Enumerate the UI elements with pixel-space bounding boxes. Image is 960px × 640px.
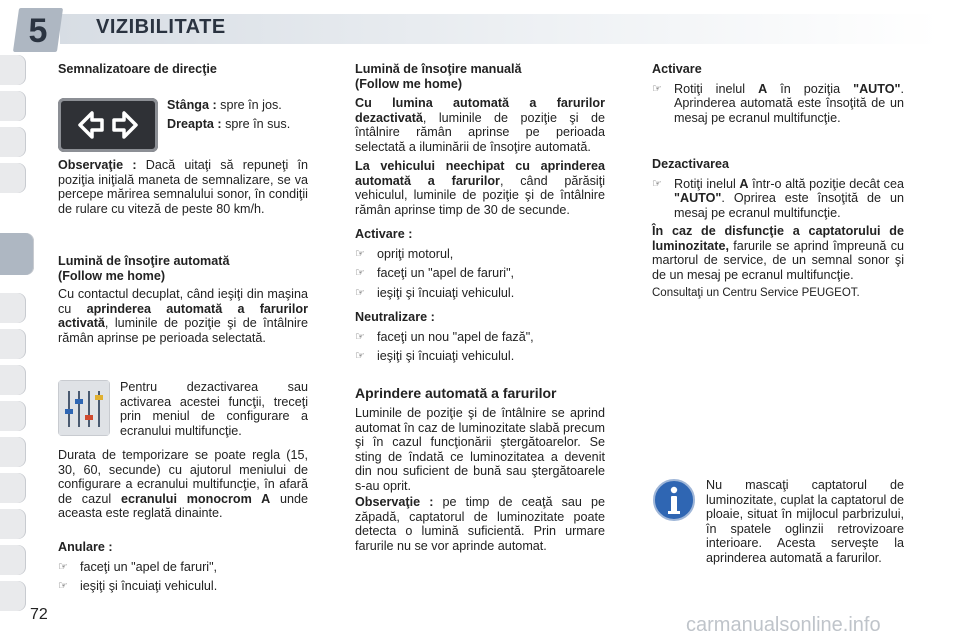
aprindere-text: Luminile de poziţie şi de întâlnire se aprind automat în caz de luminozitate slabă precum şi în cazul funcţionării ştergătoarelor. Se sting de îndată ce luminozitatea a devenit din nou suficient de bună sau ştergătoarele s-au oprit. [355, 406, 605, 493]
hand-pointer-icon: ☞ [355, 330, 365, 343]
chapter-tab[interactable] [0, 581, 26, 611]
list-item: ☞ ieşiţi şi încuiaţi vehiculul. [355, 285, 515, 300]
chapter-tab[interactable] [0, 401, 26, 431]
chapter-tab[interactable] [0, 91, 26, 121]
aprindere-heading: Aprindere automată a farurilor [355, 384, 557, 401]
page-number: 72 [30, 606, 48, 623]
page-title: VIZIBILITATE [96, 16, 226, 38]
dreapta-line: Dreapta : spre în sus. [167, 116, 291, 131]
durata-paragraph: Durata de temporizare se poate regla (15, 30, 60, secunde) cu ajutorul meniului de configurare a ecranului multifuncţie, în afară de cazul ecranului monocrom A unde aceasta este reglată dinainte. [58, 448, 309, 520]
anulare-section [58, 540, 308, 594]
chapter-tab[interactable] [0, 329, 26, 359]
anulare-heading: Anulare : [58, 540, 113, 554]
list-item: ☞ faceţi un "apel de faruri", [58, 559, 218, 574]
list-item: ☞ Rotiţi inelul A într-o altă poziţie decât cea "AUTO". Oprirea este însoţită de un mesaj pe ecranul multifuncţie. [652, 176, 904, 220]
hand-pointer-icon: ☞ [355, 350, 365, 362]
chapter-tab[interactable] [0, 163, 26, 193]
column-2 [355, 62, 605, 553]
list-item: ☞ faceţi un nou "apel de fază", [355, 329, 534, 344]
activare-heading: Activare : [355, 227, 413, 241]
observatie-2: Observaţie : pe timp de ceaţă sau pe zăpadă, captatorul de luminozitate poate detecta o lumină suficientă. Prin urmare farurile nu se vor aprinde automat. [355, 495, 605, 553]
manual-follow-subheading: (Follow me home) [355, 76, 463, 91]
manual-follow-heading: Lumină de însoţire manuală [355, 62, 522, 76]
list-item: ☞ opriţi motorul, [355, 246, 454, 261]
disfunctie-text: În caz de disfuncţie a captatorului de luminozitate, farurile se aprind împreună cu martorul de service, de un semnal sonor şi de un mesaj pe ecranul multifuncţie. [652, 224, 904, 282]
info-note [706, 478, 904, 565]
chapter-tab-active[interactable] [0, 233, 34, 275]
info-text: Nu mascaţi captatorul de luminozitate, cuplat la captatorul de ploaie, situat în mijlocul parbrizului, în spatele oglinzii retrovizoare interioare. Acesta serveşte la aprinderea automată a farurilor. [706, 478, 904, 565]
list-item: ☞ ieşiţi şi încuiaţi vehiculul. [355, 349, 515, 363]
chapter-number: 5 [28, 12, 48, 50]
neutralizare-heading: Neutralizare : [355, 310, 435, 324]
hand-pointer-icon: ☞ [58, 580, 68, 592]
chapter-tab[interactable] [0, 293, 26, 323]
info-icon [652, 478, 696, 522]
list-item: ☞ ieşiţi şi încuiaţi vehiculul. [58, 579, 218, 593]
hand-pointer-icon: ☞ [652, 82, 662, 95]
chapter-tab[interactable] [0, 473, 26, 503]
watermark: carmanualsonline.info [686, 614, 881, 636]
auto-follow-subheading: (Follow me home) [58, 268, 166, 283]
hand-pointer-icon: ☞ [355, 286, 365, 299]
list-item: ☞ faceţi un "apel de faruri", [355, 266, 515, 280]
chapter-tab[interactable] [0, 127, 26, 157]
list-item: ☞ Rotiţi inelul A în poziţia "AUTO". Aprinderea automată este însoţită de un mesaj pe ecranul multifuncţie. [652, 81, 904, 125]
activare-auto-heading: Activare [652, 62, 702, 76]
turn-signal-arrows-icon [58, 98, 158, 152]
chapter-tab[interactable] [0, 55, 26, 85]
dezactivarea-heading: Dezactivarea [652, 157, 730, 171]
chapter-tab[interactable] [0, 509, 26, 539]
auto-follow-section [58, 254, 308, 345]
semnalizatoare-heading: Semnalizatoare de direcţie [58, 62, 217, 76]
settings-sliders-icon [58, 380, 110, 436]
hand-pointer-icon: ☞ [652, 177, 662, 190]
neechipat-text: La vehicului neechipat cu aprinderea automată a farurilor, când părăsiţi vehiculul, luminile de poziţie şi de întâlnire rămân aprinse timp de 30 de secunde. [355, 159, 605, 217]
auto-follow-text: Cu contactul decuplat, când ieşiţi din maşina cu aprinderea automată a farurilor activată, luminile de poziţie şi de întâlnire rămân aprinse pe perioada selectată. [58, 287, 308, 345]
column-3 [652, 62, 904, 301]
manual-follow-text: Cu lumina automată a farurilor dezactivată, luminile de poziţie şi de întâlnire rămân aprinse pe perioada selectată a iluminării de însoţire automată. [355, 96, 605, 154]
hand-pointer-icon: ☞ [58, 560, 68, 573]
deactivate-note: Pentru dezactivarea sau activarea acestei funcţii, treceţi prin meniul de configurare a ecranului multifuncţie. [120, 380, 308, 438]
auto-follow-heading: Lumină de însoţire automată [58, 254, 230, 268]
column-1 [58, 62, 308, 77]
hand-pointer-icon: ☞ [355, 247, 365, 260]
consultati-text: Consultaţi un Centru Service PEUGEOT. [652, 287, 860, 299]
chapter-tab[interactable] [0, 365, 26, 395]
chapter-tab[interactable] [0, 437, 26, 467]
stanga-line: Stânga : spre în jos. [167, 98, 282, 112]
turn-signal-positions [167, 98, 308, 131]
observatie-1: Observaţie : Dacă uitaţi să repuneţi în poziţia iniţială maneta de semnalizare, se va percepe mărirea semnalului sonor, în condiţii de rulare cu viteză de peste 80 km/h. [58, 158, 309, 216]
hand-pointer-icon: ☞ [355, 267, 365, 279]
chapter-tab[interactable] [0, 545, 26, 575]
